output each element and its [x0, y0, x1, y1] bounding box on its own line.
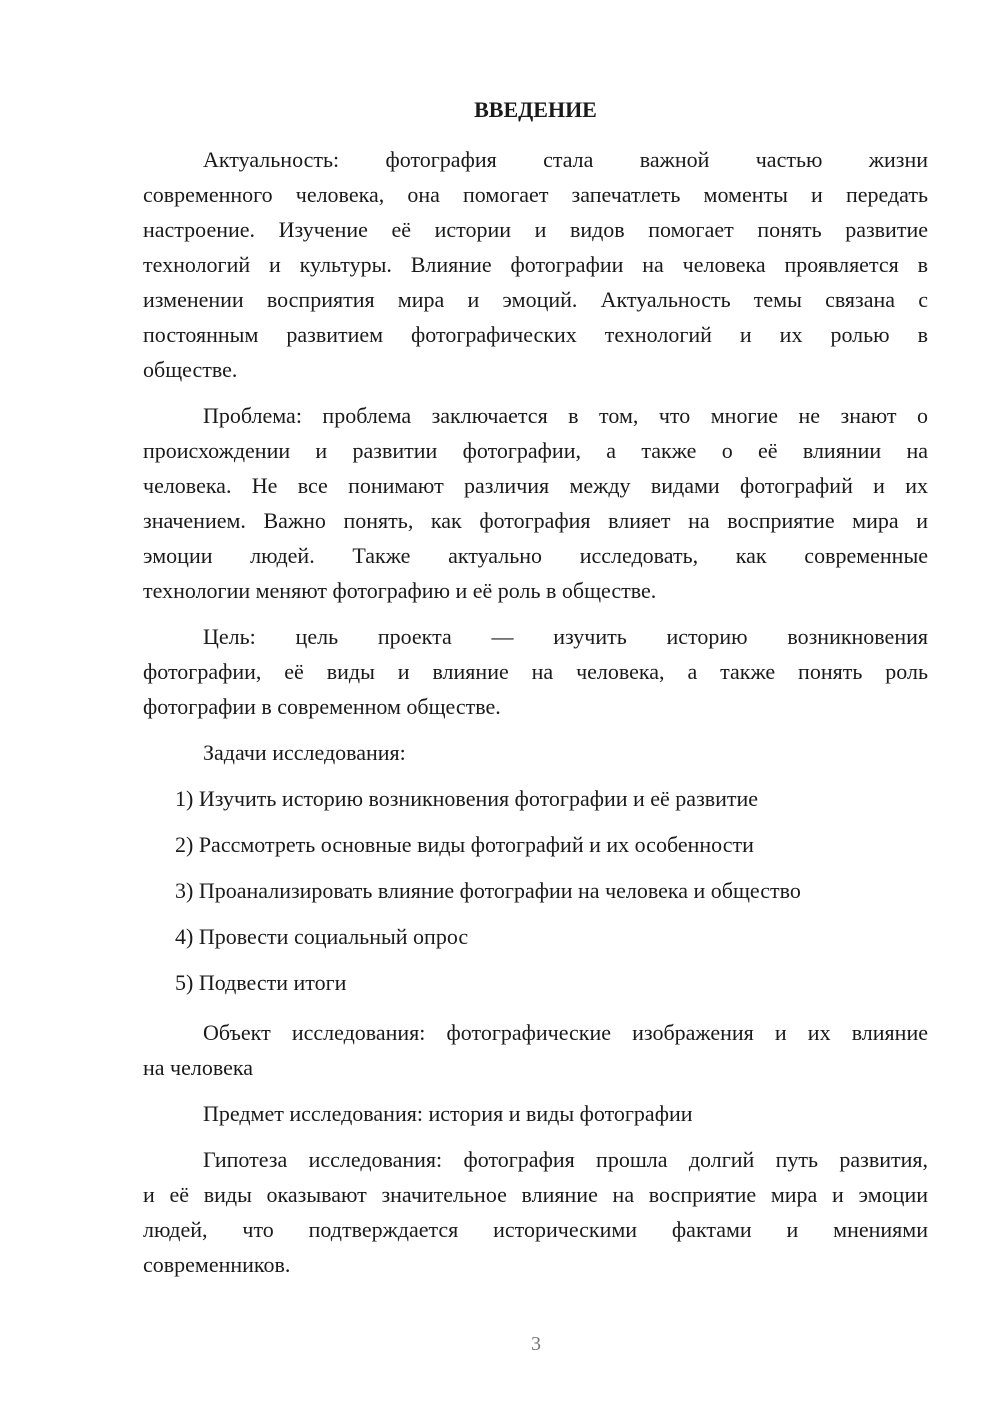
task-list — [143, 781, 928, 1000]
paragraph-line: Объект исследования: фотографические изображения и их влияние — [203, 1020, 928, 1045]
paragraph — [143, 1015, 928, 1085]
paragraph-line: и её виды оказывают значительное влияние на восприятие мира и эмоции — [143, 1182, 928, 1207]
paragraph-line: эмоции людей. Также актуально исследовать, как современные — [143, 543, 928, 568]
paragraph-line: изменении восприятия мира и эмоций. Актуальность темы связана с — [143, 287, 928, 312]
page-number: 3 — [531, 1333, 541, 1355]
paragraph-line: фотографии, её виды и влияние на человека, а также понять роль — [143, 659, 928, 684]
task-list-item: 4) Провести социальный опрос — [175, 924, 469, 949]
paragraph-line: настроение. Изучение её истории и видов помогает понять развитие — [143, 217, 928, 242]
paragraph — [143, 142, 928, 387]
paragraph-line: происхождении и развитии фотографии, а также о её влиянии на — [143, 438, 928, 463]
paragraph — [143, 619, 928, 724]
paragraph — [143, 1142, 928, 1282]
document-page — [143, 92, 928, 1282]
paragraph-line: людей, что подтверждается историческими фактами и мнениями — [143, 1217, 928, 1242]
paragraph-line: современного человека, она помогает запечатлеть моменты и передать — [143, 182, 928, 207]
paragraph-line: фотографии в современном обществе. — [143, 694, 501, 719]
paragraph — [143, 735, 928, 770]
paragraph-line: обществе. — [143, 357, 238, 382]
paragraph-line: технологии меняют фотографию и её роль в обществе. — [143, 578, 657, 603]
paragraph-line: Предмет исследования: история и виды фотографии — [203, 1101, 693, 1126]
paragraph-line: на человека — [143, 1055, 253, 1080]
task-list-item: 2) Рассмотреть основные виды фотографий и их особенности — [175, 832, 754, 857]
paragraph-line: современников. — [143, 1252, 291, 1277]
paragraph-line: технологий и культуры. Влияние фотографии на человека проявляется в — [143, 252, 928, 277]
paragraph-line: Задачи исследования: — [203, 740, 406, 765]
task-list-item: 1) Изучить историю возникновения фотографии и её развитие — [175, 786, 759, 811]
paragraph-line: человека. Не все понимают различия между видами фотографий и их — [143, 473, 928, 498]
paragraph-line: Актуальность: фотография стала важной частью жизни — [203, 147, 928, 172]
paragraph — [143, 398, 928, 608]
paragraph-line: значением. Важно понять, как фотография влияет на восприятие мира и — [143, 508, 928, 533]
task-list-item: 5) Подвести итоги — [175, 970, 347, 995]
paragraph-line: постоянным развитием фотографических технологий и их ролью в — [143, 322, 928, 347]
paragraph-line: Гипотеза исследования: фотография прошла долгий путь развития, — [203, 1147, 928, 1172]
paragraph-line: Цель: цель проекта — изучить историю возникновения — [203, 624, 928, 649]
paragraph — [143, 1096, 928, 1131]
research-paragraphs — [143, 1015, 928, 1282]
intro-paragraphs — [143, 142, 928, 770]
section-title: ВВЕДЕНИЕ — [474, 97, 597, 122]
paragraph-line: Проблема: проблема заключается в том, что многие не знают о — [203, 403, 928, 428]
task-list-item: 3) Проанализировать влияние фотографии на человека и общество — [175, 878, 801, 903]
